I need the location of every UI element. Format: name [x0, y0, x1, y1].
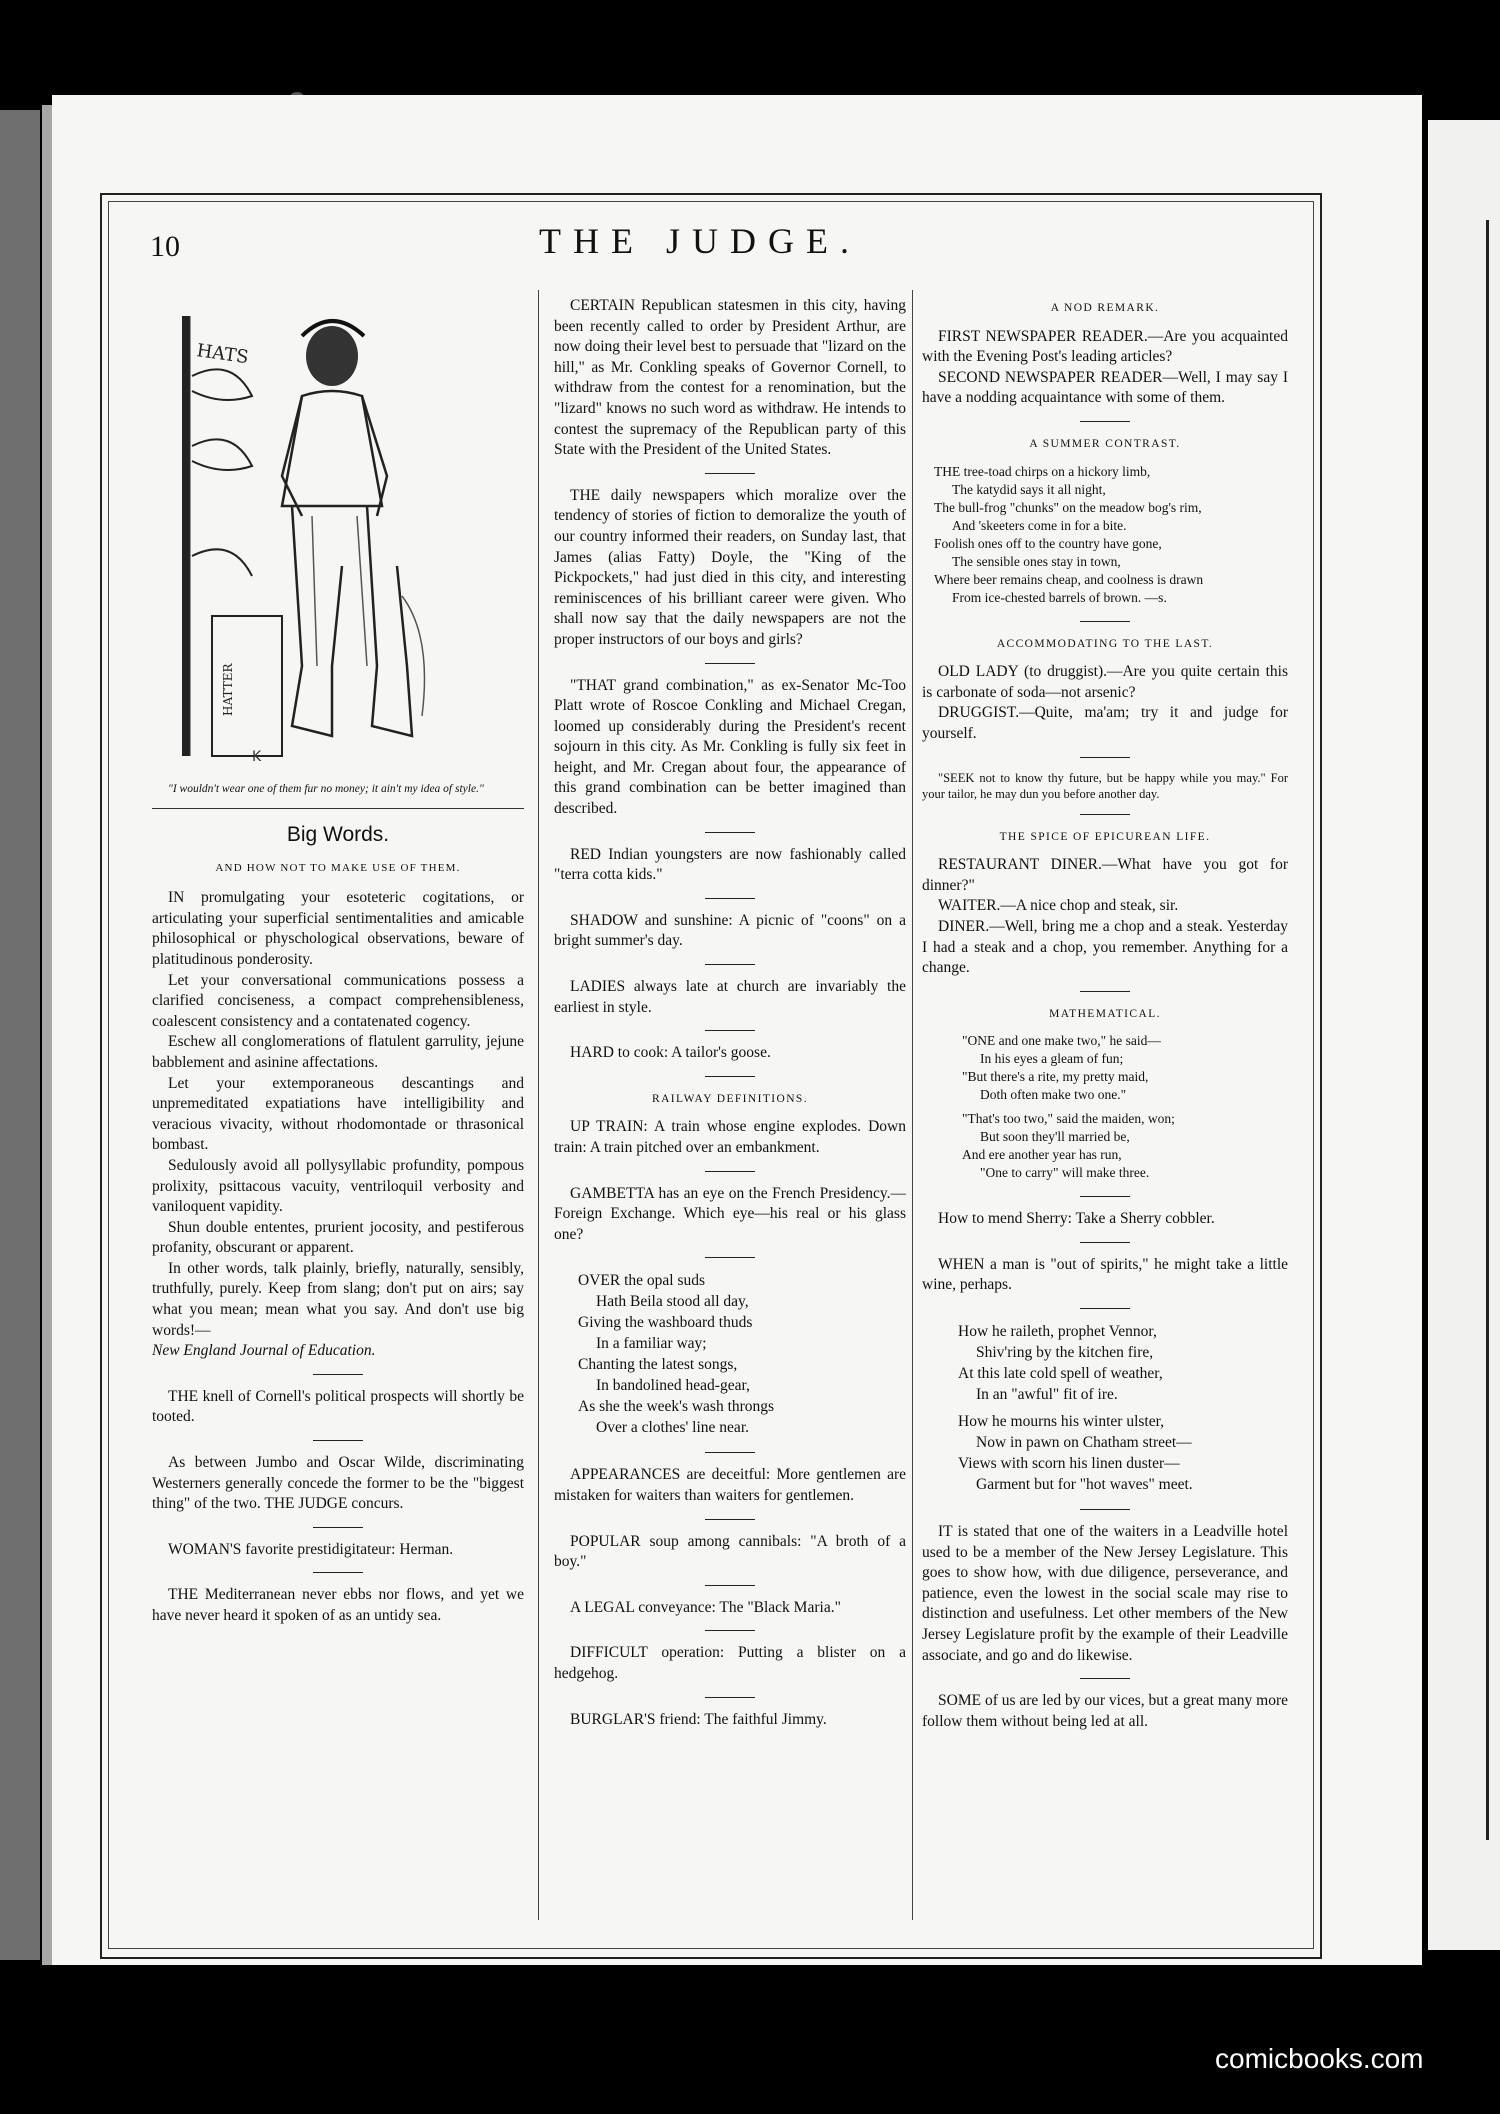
source-credit: New England Journal of Education. — [152, 1342, 376, 1360]
paragraph: Let your extemporaneous descantings and unpremeditated expatiations have intelligibility and veracious vivacity, without rhodomontade or thrasonical bombast. — [152, 1074, 524, 1154]
site-watermark: comicbooks.com — [1215, 2043, 1424, 2074]
article-title: Big Words. — [286, 823, 390, 846]
paragraph: POPULAR soup among cannibals: "A broth of a boy." — [554, 1532, 906, 1571]
poem-line: Garment but for "hot waves" meet. — [976, 1476, 1193, 1494]
paragraph: IN promulgating your esoteteric cogitations, or articulating your superficial sentimentalities and amicable philosophical or physchological observations, beware of platitudinous ponderosity. — [152, 889, 524, 968]
poem-line: How he raileth, prophet Vennor, — [958, 1323, 1157, 1341]
paragraph: CERTAIN Republican statesmen in this city, having been recently called to order by President Arthur, are now doing their level best to persuade that "lizard on the hill," as Mr. Conkling speaks of Governor Cornell, to withdraw from the contest for a renomination, but the "lizard" knows no such word as withdraw. He intends to contest the supremacy of the Republican party of this State with the President of the United States. — [554, 297, 906, 459]
rule — [152, 808, 524, 809]
poem-line: Now in pawn on Chatham street— — [976, 1434, 1192, 1452]
poem-line: The katydid says it all night, — [952, 481, 1106, 497]
paragraph: RESTAURANT DINER.—What have you got for dinner?" — [922, 856, 1288, 894]
paragraph: OLD LADY (to druggist).—Are you quite certain this is carbonate of soda—not arsenic? — [922, 663, 1288, 701]
poem — [934, 463, 1288, 607]
poem-line: But soon they'll married be, — [980, 1129, 1130, 1145]
paragraph: DRUGGIST.—Quite, ma'am; try it and judge for yourself. — [922, 704, 1288, 742]
cartoon-caption: "I wouldn't wear one of them fur no money; it ain't my idea of style." — [168, 783, 484, 795]
poem-line: "That's too two," said the maiden, won; — [962, 1111, 1175, 1127]
paragraph: In other words, talk plainly, briefly, naturally, sensibly, truthfully, purely. Keep from slang; don't put on airs; say what you mean; mean what you say. And don't use big words!— — [152, 1259, 524, 1339]
paragraph: RED Indian youngsters are now fashionably called "terra cotta kids." — [554, 845, 906, 884]
poem-line: "But there's a rite, my pretty maid, — [962, 1069, 1149, 1085]
paragraph: DINER.—Well, bring me a chop and a steak. Yesterday I had a steak and a chop, you remember. Anything for a change. — [922, 917, 1288, 977]
crate-label: HATTER — [221, 663, 235, 716]
poem-line: As she the week's wash throngs — [578, 1398, 775, 1416]
paragraph: THE knell of Cornell's political prospects will shortly be tooted. — [152, 1387, 524, 1426]
poem-line: "One to carry" will make three. — [980, 1165, 1150, 1181]
article-subtitle: AND HOW NOT TO MAKE USE OF THEM. — [215, 861, 461, 874]
poem-line: In a familiar way; — [596, 1335, 707, 1353]
paragraph: WHEN a man is "out of spirits," he might take a little wine, perhaps. — [922, 1255, 1288, 1294]
paragraph: Let your conversational communications possess a clarified conciseness, a compact comprehensibleness, coalescent consistency and a contatenated cogency. — [152, 971, 524, 1030]
paragraph: Eschew all conglomerations of flatulent garrulity, jejune babblement and asinine affectations. — [152, 1033, 524, 1071]
column-3 — [922, 296, 1288, 1744]
column-1 — [152, 296, 524, 1639]
poem-line: The bull-frog "chunks" on the meadow bog's rim, — [934, 499, 1202, 515]
poem-line: In an "awful" fit of ire. — [976, 1386, 1118, 1404]
poem — [578, 1270, 906, 1438]
paragraph: "THAT grand combination," as ex-Senator Mc-Too Platt wrote of Roscoe Conkling and Michael Cregan, loomed up considerably during the President's recent sojourn in this city. As Mr. Conkling is fully six feet in height, and Mr. Cregan about four, the appearance of this grand combination can be better imagined than described. — [554, 676, 906, 818]
poem — [958, 1321, 1288, 1495]
poem-line: Giving the washboard thuds — [578, 1314, 753, 1332]
column-rule-2 — [912, 290, 913, 1920]
cartoon-illustration — [152, 296, 524, 776]
paragraph: SECOND NEWSPAPER READER—Well, I may say I have a nodding acquaintance with some of them. — [922, 368, 1288, 407]
poem — [962, 1032, 1288, 1182]
paragraph: Sedulously avoid all pollysyllabic profundity, pompous prolixity, psittacous vacuity, ventriloquil verbosity and vaniloquent vapidity. — [152, 1156, 524, 1216]
paragraph: DIFFICULT operation: Putting a blister on a hedgehog. — [554, 1644, 906, 1682]
section-head: A SUMMER CONTRAST. — [1029, 437, 1181, 450]
facing-page-edge — [1428, 120, 1500, 1950]
book-spine-edge — [42, 105, 52, 1965]
paragraph: FIRST NEWSPAPER READER.—Are you acquainted with the Evening Post's leading articles? — [922, 327, 1288, 366]
poem-line: "ONE and one make two," he said— — [962, 1033, 1161, 1049]
poem-line: Doth often make two one." — [980, 1087, 1127, 1103]
section-head: THE SPICE OF EPICUREAN LIFE. — [999, 830, 1211, 843]
paragraph: APPEARANCES are deceitful: More gentlemen are mistaken for waiters than waiters for gentlemen. — [554, 1466, 906, 1504]
section-head: A NOD REMARK. — [1050, 302, 1160, 314]
poem-line: How he mourns his winter ulster, — [958, 1413, 1165, 1431]
poem-line: Over a clothes' line near. — [596, 1419, 749, 1437]
poem-line: Hath Beila stood all day, — [596, 1293, 749, 1311]
column-2 — [554, 296, 906, 1742]
paragraph: How to mend Sherry: Take a Sherry cobbler. — [938, 1210, 1215, 1228]
paragraph: SHADOW and sunshine: A picnic of "coons" on a bright summer's day. — [554, 911, 906, 950]
paragraph: THE daily newspapers which moralize over the tendency of stories of fiction to demoralize the youth of our country informed their readers, on Sunday last, that James (alias Fatty) Doyle, the "King of the Pickpockets," had just died in this city, and interesting reminiscences of his brilliant career were given. Who shall now say that the daily newspapers are not the proper instructors of our boys and girls? — [554, 486, 906, 648]
poem-line: Views with scorn his linen duster— — [958, 1455, 1180, 1473]
masthead-title: THE JUDGE. — [539, 221, 861, 261]
paragraph: HARD to cook: A tailor's goose. — [570, 1044, 771, 1062]
paragraph: GAMBETTA has an eye on the French Presidency.—Foreign Exchange. Which eye—his real or his glass one? — [554, 1184, 906, 1243]
column-rule-1 — [538, 290, 539, 1920]
poem-line: Foolish ones off to the country have gone, — [934, 535, 1162, 551]
poem-line: In his eyes a gleam of fun; — [980, 1051, 1124, 1067]
book-spine — [0, 110, 40, 1960]
paragraph: LADIES always late at church are invariably the earliest in style. — [554, 978, 906, 1016]
paragraph: Shun double ententes, prurient jocosity, and pestiferous profanity, obscurant or apparent. — [152, 1218, 524, 1257]
paragraph: BURGLAR'S friend: The faithful Jimmy. — [570, 1710, 827, 1728]
poem-line: Where beer remains cheap, and coolness is drawn — [934, 571, 1204, 587]
svg-text:K: K — [252, 749, 262, 765]
section-head: ACCOMMODATING TO THE LAST. — [996, 637, 1214, 650]
poem-line: THE tree-toad chirps on a hickory limb, — [934, 463, 1151, 479]
poem-line: OVER the opal suds — [578, 1272, 706, 1290]
cartoon-man-leaning-icon — [152, 296, 524, 776]
poem-line: Chanting the latest songs, — [578, 1356, 738, 1374]
poem-line: From ice-chested barrels of brown. —s. — [952, 589, 1167, 605]
poem-line: In bandolined head-gear, — [596, 1377, 750, 1395]
paragraph: UP TRAIN: A train whose engine explodes. Down train: A train pitched over an embankment. — [554, 1118, 906, 1156]
paragraph: THE Mediterranean never ebbs nor flows, and yet we have never heard it spoken of as an untidy sea. — [152, 1586, 524, 1624]
poem-line: The sensible ones stay in town, — [952, 553, 1121, 569]
poem-line: And ere another year has run, — [962, 1147, 1122, 1163]
paragraph: "SEEK not to know thy future, but be happy while you may." For your tailor, he may dun you before another day. — [922, 770, 1288, 801]
section-head: RAILWAY DEFINITIONS. — [652, 1092, 808, 1105]
poem-line: And 'skeeters come in for a bite. — [952, 517, 1127, 533]
hats-sign: HATS — [195, 340, 250, 369]
paragraph: A LEGAL conveyance: The "Black Maria." — [570, 1598, 841, 1616]
section-head: MATHEMATICAL. — [1049, 1007, 1161, 1020]
page-number: 10 — [150, 230, 180, 263]
paragraph: WOMAN'S favorite prestidigitateur: Herman. — [168, 1540, 454, 1558]
paragraph: As between Jumbo and Oscar Wilde, discriminating Westerners generally concede the former to be the "biggest thing" of the two. THE JUDGE concurs. — [152, 1454, 524, 1513]
poem-line: Shiv'ring by the kitchen fire, — [976, 1344, 1154, 1362]
paragraph: SOME of us are led by our vices, but a great many more follow them without being led at all. — [922, 1692, 1288, 1730]
paragraph: IT is stated that one of the waiters in a Leadville hotel used to be a member of the New Jersey Legislature. This goes to show how, with due diligence, perseverance, and patience, even the lowest in the social scale may rise to distinction and usefulness. Let other members of the New Jersey Legislature profit by the example of their Leadville associate, and go and do likewise. — [922, 1523, 1288, 1664]
poem-line: At this late cold spell of weather, — [958, 1365, 1163, 1383]
paragraph: WAITER.—A nice chop and steak, sir. — [938, 897, 1179, 915]
